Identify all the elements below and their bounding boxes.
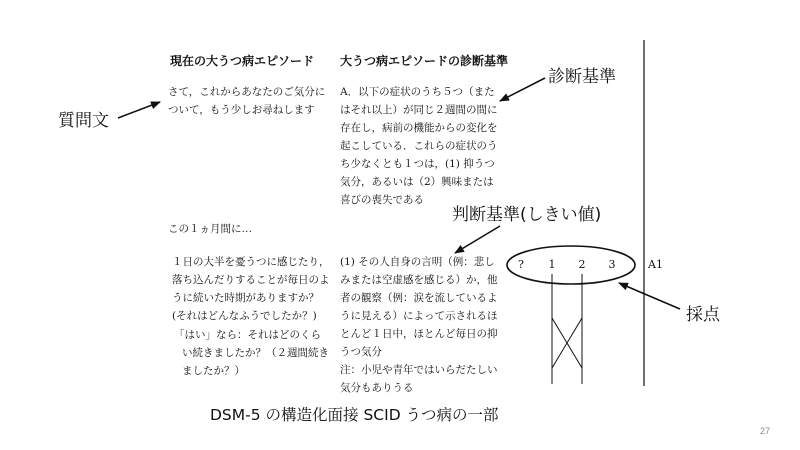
question-intro-line: さて，これからあなたのご気分に bbox=[168, 86, 326, 98]
criterion-1-line: 気分もありうる bbox=[340, 382, 414, 394]
criterion-1-line: うつ気分 bbox=[340, 346, 382, 358]
callout-diagnostic-criteria: 診断基準 bbox=[548, 67, 616, 87]
criterion-1-line: とんど１日中，ほとんど毎日の抑 bbox=[340, 328, 498, 340]
criterion-a-line: 存在し，病前の機能からの変化を bbox=[340, 122, 498, 134]
slide-caption: DSM-5 の構造化面接 SCID うつ病の一部 bbox=[210, 406, 499, 424]
question-intro-line: ついて，もう少しお尋ねします bbox=[168, 104, 315, 116]
question-followup-line: 「はい」なら：それはどのくら bbox=[174, 329, 321, 341]
page-number: 27 bbox=[760, 426, 771, 436]
question-main-line: 落ち込んだりすることが毎日のよ bbox=[172, 274, 330, 286]
question-main-line: うに続いた時期がありますか？ bbox=[172, 292, 319, 304]
criterion-a-line: はそれ以上）が同じ２週間の間に bbox=[340, 104, 498, 116]
callout-threshold: 判断基準(しきい値) bbox=[452, 205, 602, 225]
question-followup-line: い続きましたか？（２週間続き bbox=[182, 347, 329, 359]
criterion-a-line: ち少なくとも１つは，(1) 抑うつ bbox=[340, 158, 495, 170]
question-main-line: (それはどんなふうでしたか？) bbox=[172, 310, 317, 322]
criterion-a-line: 喜びの喪失である bbox=[340, 194, 424, 206]
callout-scoring: 採点 bbox=[686, 305, 720, 325]
criterion-a-line: 気分，あるいは（2）興味または bbox=[340, 176, 494, 188]
question-followup-line: ましたか？） bbox=[182, 365, 245, 377]
criterion-a-line: 起こしている．これらの症状のう bbox=[340, 140, 498, 152]
item-code: A1 bbox=[648, 258, 663, 271]
question-main-line: １日の大半を憂うつに感じたり， bbox=[172, 256, 330, 268]
criterion-1-line: (1) その人自身の言明（例：悲し bbox=[340, 256, 495, 268]
criterion-1-line: 注：小児や青年ではいらだたしい bbox=[340, 364, 498, 376]
header-diagnostic-criteria: 大うつ病エピソードの診断基準 bbox=[340, 54, 509, 68]
score-1: 1 bbox=[548, 258, 556, 271]
score-unknown: ? bbox=[518, 258, 524, 271]
criterion-1-line: みまたは空虚感を感じる）か，他 bbox=[340, 274, 498, 286]
callout-question-text: 質問文 bbox=[58, 111, 109, 131]
arrow-threshold bbox=[455, 226, 500, 253]
arrow-scoring bbox=[619, 283, 680, 309]
criterion-1-line: うに見える）によって示されるほ bbox=[340, 310, 498, 322]
arrow-question-text bbox=[118, 102, 160, 118]
criterion-1-line: 者の観察（例：涙を流しているよ bbox=[340, 292, 498, 304]
header-current-episode: 現在の大うつ病エピソード bbox=[170, 54, 315, 68]
arrow-diagnostic-criteria bbox=[500, 78, 545, 101]
score-2: 2 bbox=[578, 258, 586, 271]
score-3: 3 bbox=[608, 258, 616, 271]
past-month-label: この１ヵ月間に… bbox=[168, 223, 252, 235]
criterion-a-line: A．以下の症状のうち５つ（また bbox=[340, 86, 495, 98]
